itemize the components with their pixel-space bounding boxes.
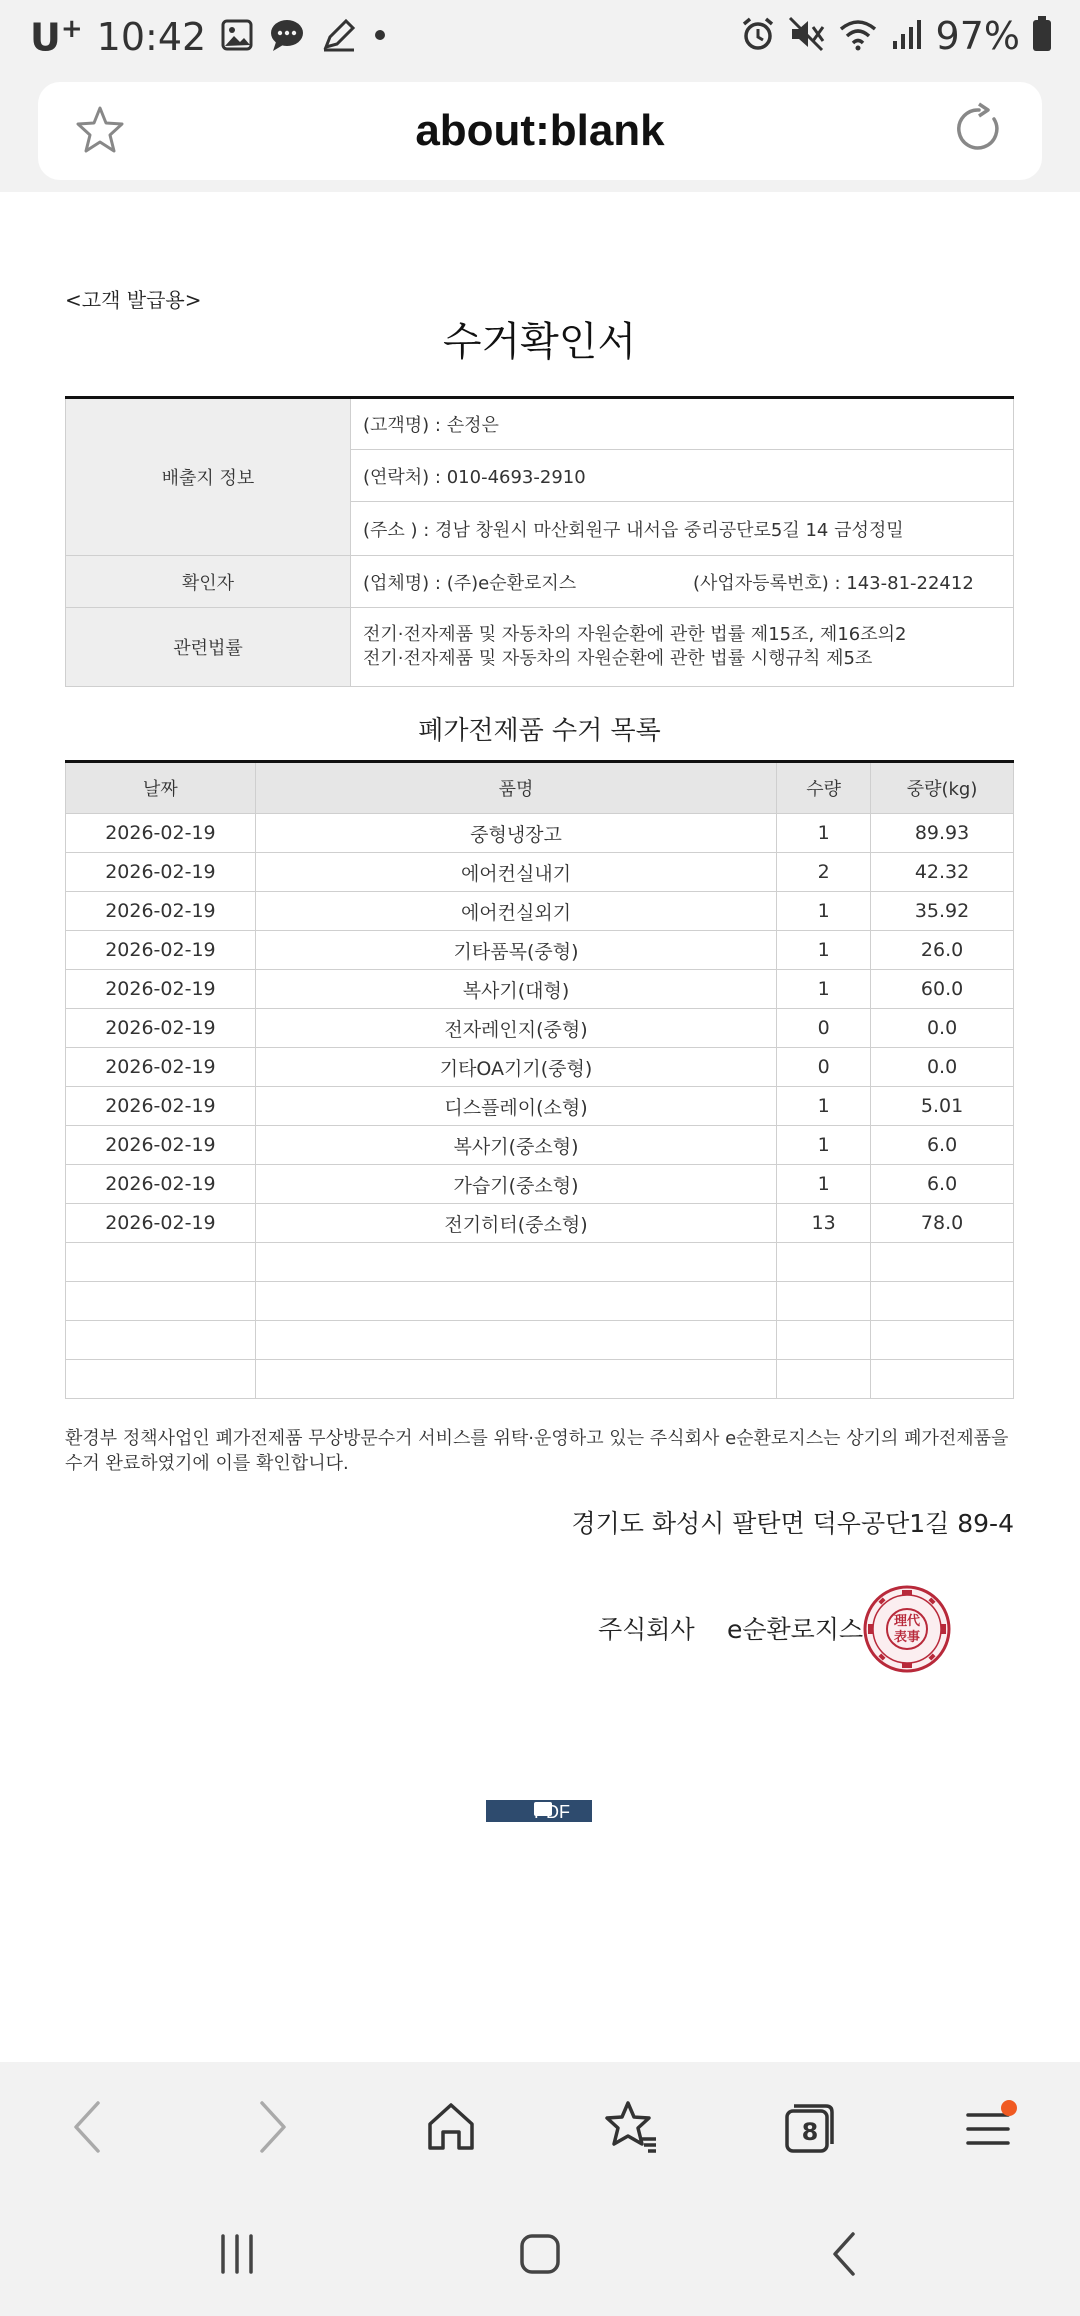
svg-text:表事: 表事 (893, 1630, 921, 1645)
url-text[interactable]: about:blank (415, 106, 665, 155)
company-address: 경기도 화성시 팔탄면 덕우공단1길 89-4 (571, 1509, 1014, 1538)
system-back-button[interactable] (815, 2228, 875, 2284)
cell-qty: 1 (777, 892, 871, 931)
empty-cell (871, 1282, 1014, 1321)
empty-cell (66, 1282, 256, 1321)
table-header (66, 762, 1014, 814)
cell-item: 에어컨실외기 (255, 892, 776, 931)
cell-date: 2026-02-19 (66, 1204, 256, 1243)
cell-item: 전기히터(중소형) (255, 1204, 776, 1243)
cell-item: 기타OA기기(중형) (255, 1048, 776, 1087)
chat-icon (268, 17, 306, 57)
svg-text:理代: 理代 (893, 1614, 921, 1629)
table-row (66, 970, 1014, 1009)
discharge-info-label: 배출지 정보 (66, 398, 351, 556)
company-prefix: 주식회사 (598, 1615, 695, 1644)
dot-icon (372, 27, 388, 47)
cell-qty: 1 (777, 931, 871, 970)
tabs-count: 8 (801, 2118, 819, 2146)
cell-date: 2026-02-19 (66, 814, 256, 853)
gallery-icon (220, 18, 254, 56)
table-row (66, 931, 1014, 970)
cell-qty: 1 (777, 814, 871, 853)
tabs-button[interactable] (774, 2094, 844, 2164)
recent-apps-button[interactable] (207, 2228, 267, 2284)
home-icon (424, 2100, 478, 2158)
notification-dot (1001, 2100, 1017, 2116)
customer-name: (고객명) : 손정은 (351, 398, 1014, 450)
cell-item: 복사기(중소형) (255, 1126, 776, 1165)
cell-item: 디스플레이(소형) (255, 1087, 776, 1126)
table-row (66, 1204, 1014, 1243)
tabs-icon (782, 2102, 836, 2156)
empty-cell (66, 1360, 256, 1399)
cell-item: 중형냉장고 (255, 814, 776, 853)
address-bar[interactable] (38, 82, 1042, 180)
cell-date: 2026-02-19 (66, 1165, 256, 1204)
cell-weight: 89.93 (871, 814, 1014, 853)
table-row (66, 892, 1014, 931)
business-number-field: (사업자등록번호) : 143-81-22412 (693, 572, 974, 594)
carrier-label: U+ (30, 14, 83, 60)
pdf-label: PDF (534, 1802, 570, 1822)
cell-weight: 42.32 (871, 853, 1014, 892)
cell-qty: 0 (777, 1048, 871, 1087)
home-square-icon (518, 2232, 562, 2280)
company-name: e순환로지스 (727, 1615, 864, 1644)
table-row (66, 1087, 1014, 1126)
battery-icon (1032, 16, 1052, 56)
company-seal (862, 1584, 952, 1678)
empty-row (66, 1321, 1014, 1360)
column-weight: 중량(kg) (871, 762, 1014, 814)
empty-cell (66, 1243, 256, 1282)
cell-qty: 2 (777, 853, 871, 892)
cell-date: 2026-02-19 (66, 1126, 256, 1165)
bookmarks-icon (602, 2099, 660, 2159)
customer-address: (주소 ) : 경남 창원시 마산회원구 내서읍 중리공단로5길 14 금성정밀 (351, 502, 1014, 556)
cell-qty: 1 (777, 1126, 871, 1165)
empty-row (66, 1360, 1014, 1399)
empty-cell (777, 1282, 871, 1321)
empty-cell (255, 1360, 776, 1399)
menu-button[interactable] (955, 2094, 1025, 2164)
copy-label: <고객 발급용> (65, 288, 202, 312)
cell-weight: 0.0 (871, 1009, 1014, 1048)
cell-date: 2026-02-19 (66, 892, 256, 931)
law-label: 관련법률 (66, 608, 351, 687)
confirmer-label: 확인자 (66, 556, 351, 608)
empty-row (66, 1243, 1014, 1282)
empty-cell (777, 1321, 871, 1360)
empty-cell (66, 1321, 256, 1360)
clock: 10:42 (96, 14, 207, 59)
empty-cell (255, 1282, 776, 1321)
wifi-icon (838, 17, 878, 55)
empty-cell (871, 1321, 1014, 1360)
cell-item: 전자레인지(중형) (255, 1009, 776, 1048)
table-row (66, 1009, 1014, 1048)
cell-weight: 6.0 (871, 1126, 1014, 1165)
table-row (66, 1165, 1014, 1204)
table-row (66, 1048, 1014, 1087)
browser-toolbar (0, 80, 1080, 192)
empty-cell (255, 1243, 776, 1282)
home-system-button[interactable] (510, 2228, 570, 2284)
cell-date: 2026-02-19 (66, 853, 256, 892)
cell-date: 2026-02-19 (66, 1087, 256, 1126)
battery-percent: 97% (935, 14, 1020, 58)
back-icon (68, 2099, 108, 2159)
pdf-button[interactable] (486, 1800, 592, 1822)
cell-weight: 60.0 (871, 970, 1014, 1009)
pen-icon (320, 17, 358, 57)
mute-icon (788, 16, 826, 56)
empty-cell (255, 1321, 776, 1360)
cell-weight: 78.0 (871, 1204, 1014, 1243)
cell-item: 복사기(대형) (255, 970, 776, 1009)
status-bar (0, 0, 1080, 80)
table-row (66, 853, 1014, 892)
home-button[interactable] (416, 2094, 486, 2164)
cell-date: 2026-02-19 (66, 1009, 256, 1048)
info-table (65, 396, 1014, 687)
cell-weight: 35.92 (871, 892, 1014, 931)
cell-qty: 1 (777, 1165, 871, 1204)
cell-weight: 6.0 (871, 1165, 1014, 1204)
table-row (66, 1126, 1014, 1165)
menu-icon (963, 2102, 1017, 2156)
cell-date: 2026-02-19 (66, 931, 256, 970)
cell-qty: 0 (777, 1009, 871, 1048)
company-field: (업체명) : (주)e순환로지스 (363, 572, 577, 594)
empty-cell (871, 1243, 1014, 1282)
cell-weight: 26.0 (871, 931, 1014, 970)
cell-date: 2026-02-19 (66, 970, 256, 1009)
law-line-2: 전기·전자제품 및 자동차의 자원순환에 관한 법률 시행규칙 제5조 (363, 648, 873, 669)
bookmarks-button[interactable] (596, 2094, 666, 2164)
system-back-icon (825, 2230, 865, 2282)
cell-item: 에어컨실내기 (255, 853, 776, 892)
cell-date: 2026-02-19 (66, 1048, 256, 1087)
alarm-icon (740, 16, 776, 56)
law-line-1: 전기·전자제품 및 자동차의 자원순환에 관한 법률 제15조, 제16조의2 (363, 624, 907, 645)
customer-contact: (연락처) : 010-4693-2910 (351, 450, 1014, 502)
cell-qty: 1 (777, 970, 871, 1009)
confirmation-statement: 환경부 정책사업인 폐가전제품 무상방문수거 서비스를 위탁·운영하고 있는 주식회사 e순환로지스는 상기의 폐가전제품을 수거 완료하였기에 이를 확인합니다. (65, 1428, 1009, 1474)
reload-icon[interactable] (952, 102, 1006, 160)
back-button[interactable] (53, 2094, 123, 2164)
column-item: 품명 (255, 762, 776, 814)
system-nav-bar (0, 2192, 1080, 2316)
column-date: 날짜 (66, 762, 256, 814)
forward-button[interactable] (237, 2094, 307, 2164)
cell-weight: 5.01 (871, 1087, 1014, 1126)
cell-item: 가습기(중소형) (255, 1165, 776, 1204)
empty-row (66, 1282, 1014, 1321)
empty-cell (871, 1360, 1014, 1399)
column-qty: 수량 (777, 762, 871, 814)
cell-item: 기타품목(중형) (255, 931, 776, 970)
confirmer-info (351, 556, 1014, 608)
pickup-list-table (65, 760, 1014, 1399)
recent-apps-icon (215, 2232, 259, 2280)
browser-bottom-nav (0, 2062, 1080, 2192)
empty-cell (777, 1360, 871, 1399)
forward-icon (252, 2099, 292, 2159)
cell-qty: 13 (777, 1204, 871, 1243)
law-values (351, 608, 1014, 687)
page-title: 수거확인서 (442, 319, 637, 365)
cell-qty: 1 (777, 1087, 871, 1126)
list-title: 폐가전제품 수거 목록 (418, 716, 661, 746)
empty-cell (777, 1243, 871, 1282)
signal-icon (890, 17, 924, 55)
table-row (66, 814, 1014, 853)
cell-weight: 0.0 (871, 1048, 1014, 1087)
